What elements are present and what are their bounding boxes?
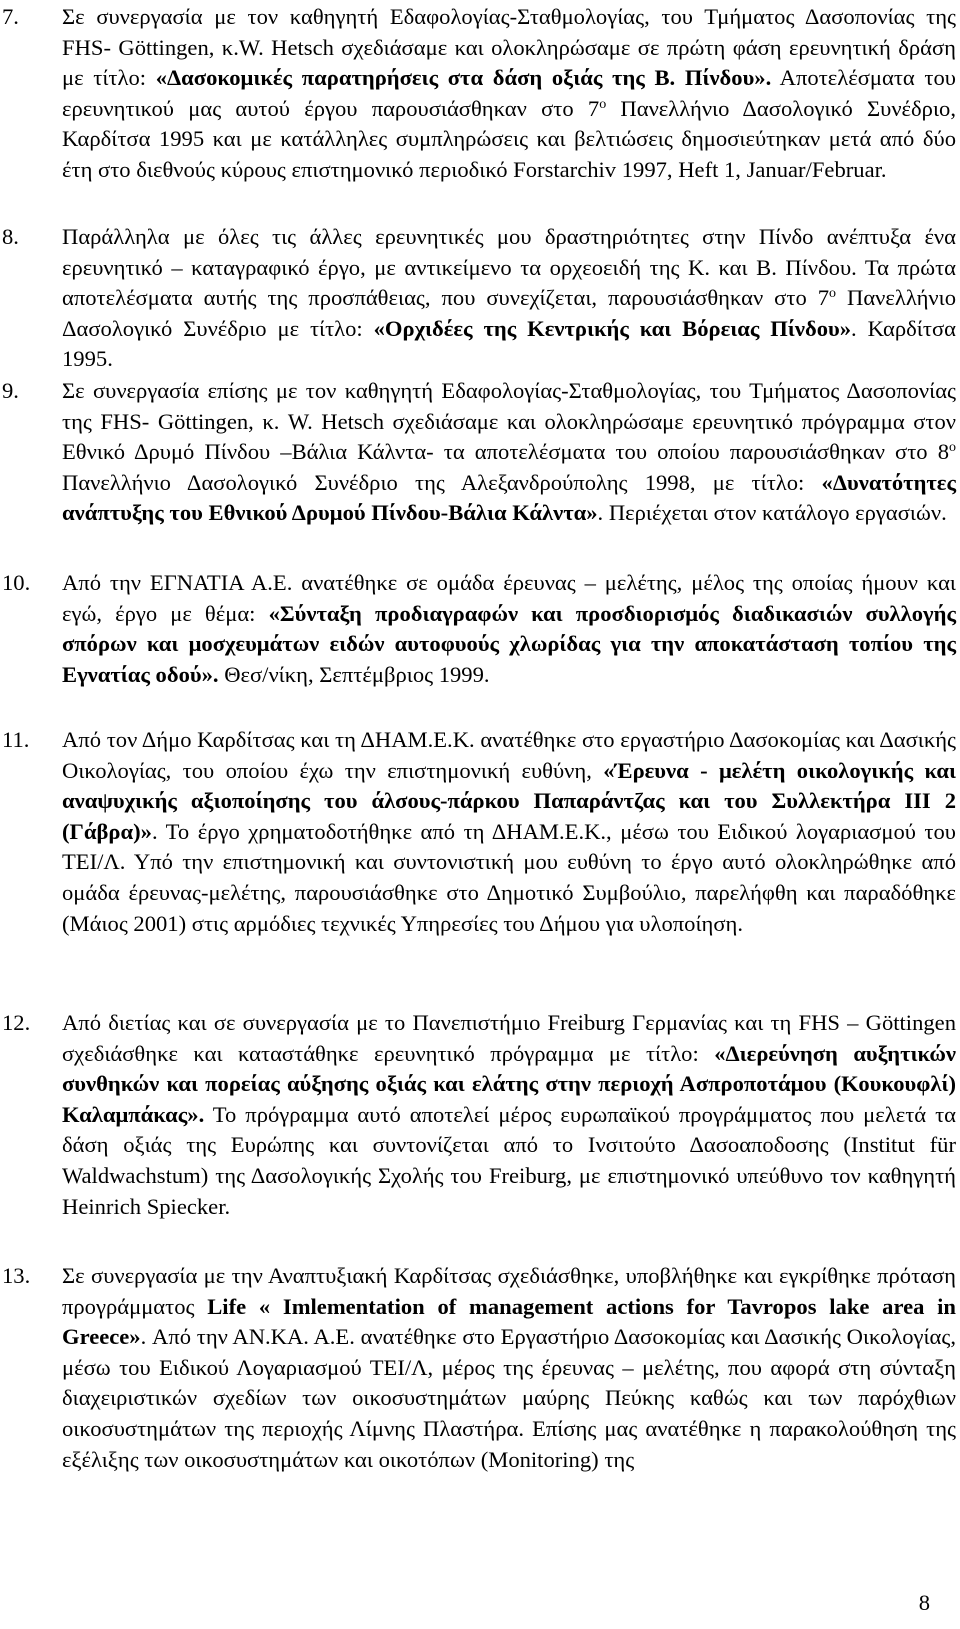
item-text <box>62 222 956 375</box>
item-number: 7. <box>2 4 19 29</box>
paragraph-text: Αποτελέσματα του ερευνητικού μας αυτού έργου παρουσιάσθηκαν στο 7 <box>62 65 956 121</box>
item-number: 10. <box>2 570 31 595</box>
paragraph-text: . Το έργο χρηματοδοτήθηκε από τη ΔΗΑΜ.Ε.Κ., μέσω του Ειδικού λογαριασμού του ΤΕΙ/Λ. Υπό την επιστημονική και συντονιστική μου ευθύνη το έργο αυτό ολοκληρώθηκε από ομάδα έρευνας-μελέτης, παρουσιάσθηκε στο Δημοτικό Συμβούλιο, παρελήφθη και παραδόθηκε (Μάιος 2001) στις αρμόδιες τεχνικές Υπηρεσίες του Δήμου για υλοποίηση. <box>62 818 956 936</box>
paragraph-text: Σε συνεργασία με τον καθηγητή Εδαφολογίας-Σταθμολογίας, του Τμήματος Δασοπονίας της FHS- Göttingen, κ.W. Hetsch σχεδιάσαμε και ολοκληρώσαμε σε πρώτη φάση ερευνητική δράση με τίτλο: <box>62 4 956 91</box>
paragraph-text: Σε συνεργασία με την Αναπτυξιακή Καρδίτσας σχεδιάσθηκε, υποβλήθηκε και εγκρίθηκε πρόταση προγράμματος <box>62 1263 956 1319</box>
paragraph-text: Παράλληλα με όλες τις άλλες ερευνητικές μου δραστηριότητες στην Πίνδο ανέπτυξα ένα ερευνητικό – καταγραφικό έργο, με αντικείμενο τα ορχεοειδή της Κ. και Β. Πίνδου. Τα πρώτα αποτελέσματα αυτής της προσπάθειας, που συνεχίζεται, παρουσιάσθηκαν στο 7 <box>62 224 956 311</box>
paragraph-text: Από τον Δήμο Καρδίτσας και τη ΔΗΑΜ.Ε.Κ. ανατέθηκε στο εργαστήριο Δασοκομίας και Δασικής Οικολογίας, του οποίου έχω την επιστημονική ευθύνη, <box>62 727 956 783</box>
bold-title-text: «Δυνατότητες ανάπτυξης του Εθνικού Δρυμού Πίνδου-Βάλια Κάλντα» <box>62 469 956 526</box>
item-number: 9. <box>2 378 19 403</box>
paragraph-text: Σε συνεργασία επίσης με τον καθηγητή Εδαφολογίας-Σταθμολογίας, του Τμήματος Δασοπονίας της FHS- Göttingen, κ. W. Hetsch σχεδιάσαμε και ολοκληρώσαμε ερευνητικό πρόγραμμα στον Εθνικό Δρυμό Πίνδου –Βάλια Κάλντα- τα αποτελέσματα του οποίου παρουσιάσθηκαν στο 8 <box>62 378 956 465</box>
bold-title-text: «Έρευνα - μελέτη οικολογικής και αναψυχικής αξιοποίησης του άλσους-πάρκου Παπαράντζας και του Συλλεκτήρα ΙΙΙ 2 (Γάβρα)» <box>62 757 956 844</box>
paragraph-text: Θεσ/νίκη, Σεπτέμβριος 1999. <box>218 661 490 687</box>
paragraph-text: . Καρδίτσα 1995. <box>62 315 956 372</box>
superscript-text: ο <box>829 286 837 302</box>
item-text <box>62 725 956 939</box>
bold-title-text: «Διερεύνηση αυξητικών συνθηκών και πορείας αύξησης οξιάς και ελάτης στην περιοχή Ασπροποτάμου (Κουκουφλί) Καλαμπάκας». <box>62 1040 956 1127</box>
bold-title-text: «Ορχιδέες της Κεντρικής και Βόρειας Πίνδου» <box>373 315 852 341</box>
item-number: 13. <box>2 1263 31 1288</box>
item-number: 12. <box>2 1010 31 1035</box>
paragraph-text: . Περιέχεται στον κατάλογο εργασιών. <box>597 500 947 526</box>
item-text <box>62 1008 956 1222</box>
item-text <box>62 1261 956 1475</box>
item-text <box>62 2 956 186</box>
item-number: 11. <box>2 727 30 752</box>
paragraph-text: Πανελλήνιο Δασολογικό Συνέδριο με τίτλο: <box>62 285 956 341</box>
page-number: 8 <box>918 1590 930 1615</box>
paragraph-text: Πανελλήνιο Δασολογικό Συνέδριο, Καρδίτσα 1995 και με κατάλληλες συμπληρώσεις και βελτιώσεις δημοσιεύτηκαν μετά από δύο έτη στο διεθνούς κύρους επιστημονικό περιοδικό Forstarchiv 1997, Heft 1, Januar/Februar. <box>62 95 956 182</box>
item-text <box>62 376 956 529</box>
item-number: 8. <box>2 224 19 249</box>
paragraph-text: Πανελλήνιο Δασολογικό Συνέδριο της Αλεξανδρούπολης 1998, με τίτλο: <box>62 469 822 495</box>
paragraph-text: Από την ΕΓΝΑΤΙΑ Α.Ε. ανατέθηκε σε ομάδα έρευνας – μελέτης, μέλος της οποίας ήμουν και εγώ, έργο με θέμα: <box>62 570 956 626</box>
paragraph-text: . Από την ΑΝ.ΚΑ. Α.Ε. ανατέθηκε στο Εργαστήριο Δασοκομίας και Δασικής Οικολογίας, μέσω του Ειδικού Λογαριασμού ΤΕΙ/Λ, μέρος της έρευνας – μελέτης, που αφορά στη σύνταξη διαχειριστικών σχεδίων των οικοσυστημάτων μαύρης Πεύκης καθώς και των παρόχθιων οικοσυστημάτων της περιοχής Λίμνης Πλαστήρα. Επίσης μας ανατέθηκε η παρακολούθηση της εξέλιξης των οικοσυστημάτων και οικοτόπων (Monitoring) της <box>62 1324 956 1472</box>
item-text <box>62 568 956 690</box>
superscript-text: ο <box>599 96 607 112</box>
bold-title-text: Life « Imlementation of management actions for Tavropos lake area in Greece» <box>62 1293 956 1350</box>
superscript-text: ο <box>949 440 956 456</box>
bold-title-text: «Σύνταξη προδιαγραφών και προσδιορισμός διαδικασιών συλλογής σπόρων και μοσχευμάτων ειδών αυτοφυούς χλωρίδας για την αποκατάσταση τοπίου της Εγνατίας οδού». <box>62 600 956 687</box>
paragraph-text: Από διετίας και σε συνεργασία με το Πανεπιστήμιο Freiburg Γερμανίας και τη FHS – Göttingen σχεδιάσθηκε και καταστάθηκε ερευνητικό πρόγραμμα με τίτλο: <box>62 1010 956 1066</box>
bold-title-text: «Δασοκομικές παρατηρήσεις στα δάση οξιάς της Β. Πίνδου». <box>155 65 772 91</box>
paragraph-text: Το πρόγραμμα αυτό αποτελεί μέρος ευρωπαϊκού προγράμματος που μελετά τα δάση οξιάς της Ευρώπης και συντονίζεται από το Ινσιτούτο Δασοαποδοσης (Institut für Waldwachstum) της Δασολογικής Σχολής του Freiburg, με επιστημονικό υπεύθυνο τον καθηγητή Heinrich Spiecker. <box>62 1101 956 1219</box>
